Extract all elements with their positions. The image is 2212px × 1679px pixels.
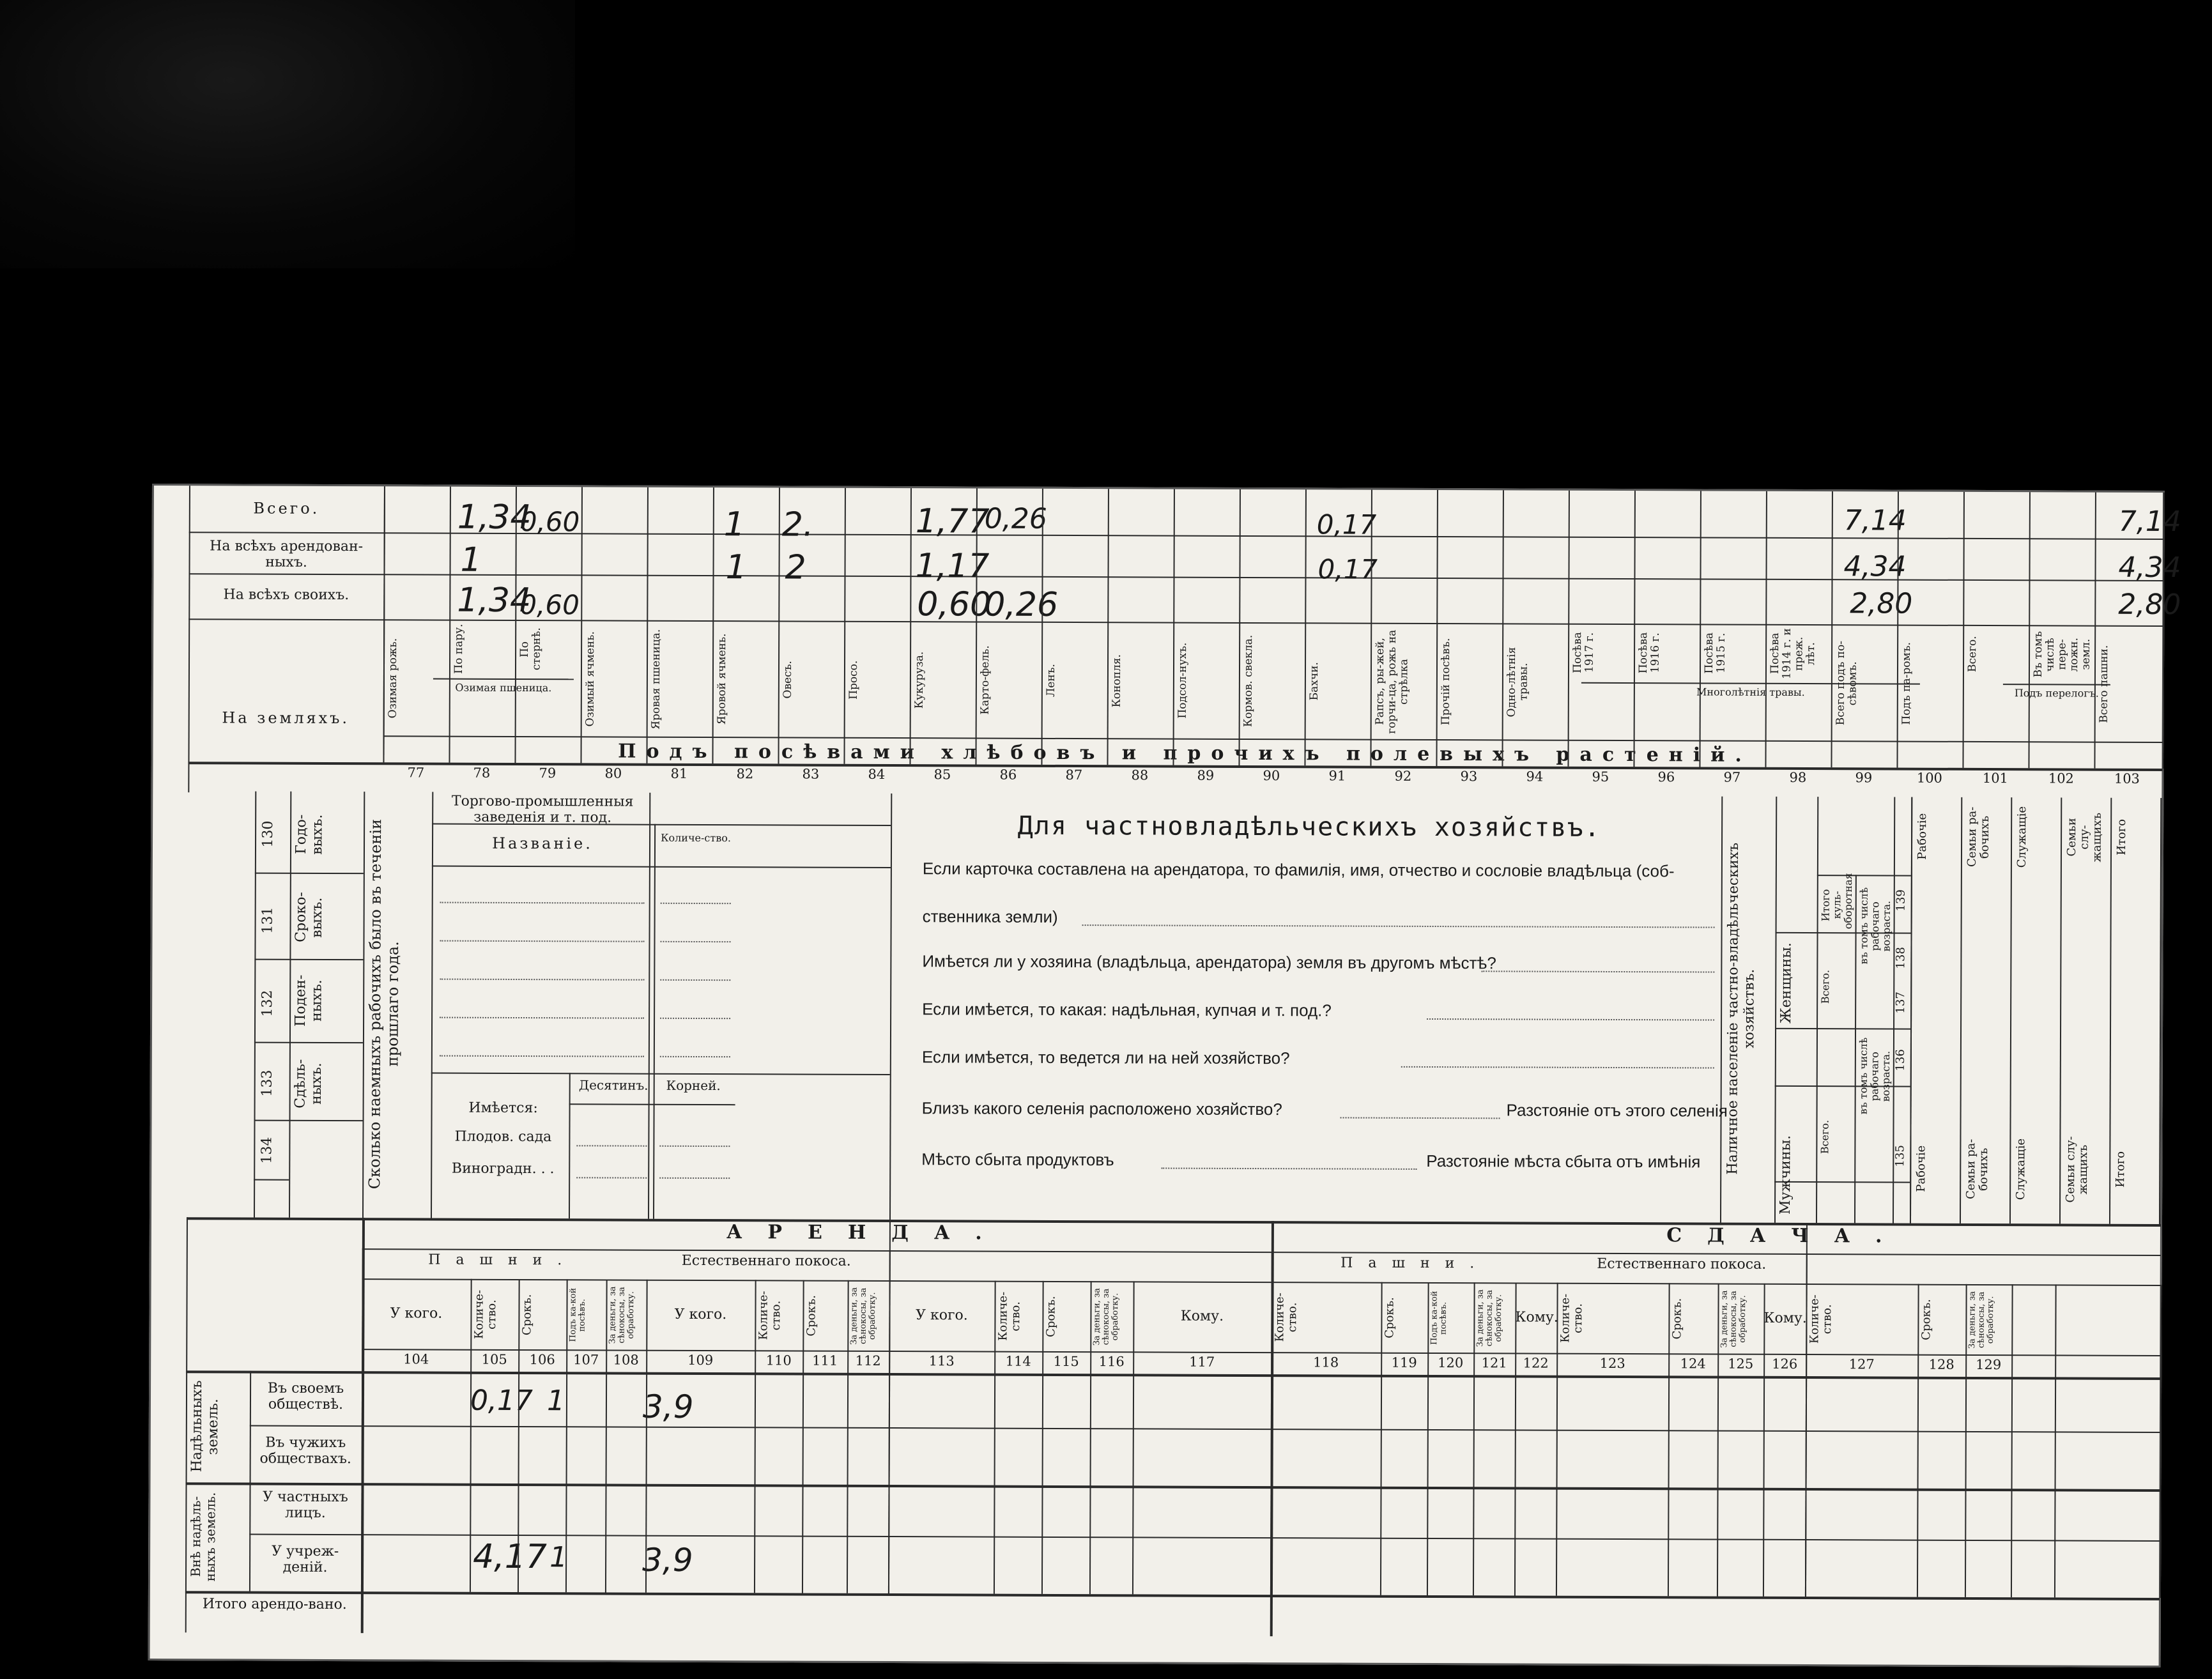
pop-col-bottom-4: Итого bbox=[2114, 1151, 2128, 1188]
annual-workers-label: Годо-выхъ. bbox=[293, 814, 326, 855]
bottom-header-118: Количе-ство. bbox=[1273, 1292, 1300, 1342]
hw-total-oats: 2. bbox=[781, 505, 814, 544]
bottom-vline bbox=[1427, 1282, 1429, 1595]
grid-vline bbox=[1567, 491, 1570, 767]
crop-header-17: Прочій посѣвъ. bbox=[1439, 638, 1453, 726]
hw-lease-inst-pay: 3,9 bbox=[642, 1541, 693, 1579]
bottom-header-117: Кому. bbox=[1180, 1308, 1224, 1324]
hw-lease-own-term: 1 bbox=[546, 1384, 565, 1418]
bottom-colnum-106: 106 bbox=[529, 1352, 555, 1368]
hw-lease-inst-term: 1 bbox=[549, 1541, 568, 1574]
bottom-vline bbox=[1917, 1284, 1919, 1597]
top-colnum-90: 90 bbox=[1263, 768, 1280, 784]
bottom-header-121: За деньги, за сѣнокосы, за обработку. bbox=[1475, 1289, 1504, 1347]
bottom-vline bbox=[1668, 1283, 1670, 1596]
top-colnum-82: 82 bbox=[736, 766, 754, 782]
piece-workers-label: Сдѣль-ныхъ. bbox=[292, 1059, 325, 1108]
crop-header-8: Просо. bbox=[847, 660, 861, 700]
bottom-colnum-128: 128 bbox=[1928, 1356, 1955, 1372]
hw-own-corn: 0,60 bbox=[917, 585, 992, 624]
grid-vline bbox=[1765, 491, 1767, 767]
grid-vline bbox=[1041, 489, 1043, 765]
non-allotment-lands-label: Внѣ надѣль-ныхъ земель. bbox=[188, 1492, 219, 1582]
bottom-colnum-108: 108 bbox=[613, 1352, 639, 1368]
hw-own-arable: 2,80 bbox=[2118, 588, 2181, 622]
grid-vline bbox=[1370, 490, 1372, 766]
col-134: 134 bbox=[259, 1137, 275, 1164]
bottom-header-112: За деньги, за сѣнокосы, за обработку. bbox=[849, 1287, 878, 1345]
bottom-vline bbox=[847, 1280, 849, 1593]
grid-vline bbox=[975, 489, 978, 765]
top-colnum-98: 98 bbox=[1789, 769, 1807, 786]
top-colnum-88: 88 bbox=[1131, 767, 1149, 783]
bottom-vline bbox=[994, 1281, 996, 1594]
bottom-colnum-104: 104 bbox=[403, 1351, 429, 1367]
fallow-subheader: Подъ перелогъ. bbox=[2003, 684, 2110, 699]
bottom-colnum-129: 129 bbox=[1976, 1356, 2002, 1373]
bottom-vline bbox=[802, 1280, 804, 1593]
crop-header-16: Рапсъ, ры-жей, горчи-ца, рожь на стрѣлка bbox=[1373, 629, 1411, 734]
top-colnum-96: 96 bbox=[1657, 769, 1675, 785]
grid-vline bbox=[2162, 493, 2165, 769]
pop-col-top-0: Рабочіе bbox=[1915, 813, 1930, 861]
crop-header-4: Озимый ячмень. bbox=[583, 631, 597, 727]
bottom-header-105: Количе-ство. bbox=[472, 1290, 499, 1340]
hw-own-potato: 0,26 bbox=[984, 585, 1059, 624]
pop-col-top-3: Семьи слу-жащихъ bbox=[2064, 812, 2104, 862]
bottom-header-127: Количе-ство. bbox=[1808, 1294, 1834, 1344]
bottom-colnum-112: 112 bbox=[855, 1353, 881, 1368]
bottom-colnum-119: 119 bbox=[1391, 1354, 1417, 1370]
bottom-colnum-109: 109 bbox=[687, 1352, 714, 1368]
hw-rented-sown: 4,34 bbox=[1843, 550, 1907, 583]
bottom-header-120: Подъ ка-кой посѣвъ. bbox=[1429, 1291, 1448, 1346]
population-title: Наличное населеніе частно-владѣльческихъ хозяйствъ. bbox=[1724, 842, 1758, 1175]
pop-col-bottom-2: Служащіе bbox=[2014, 1138, 2028, 1200]
crop-header-6: Яровой ячмень. bbox=[715, 633, 729, 725]
lease-arable-title: Пашни. bbox=[428, 1252, 578, 1269]
col-137: 137 bbox=[1894, 992, 1908, 1014]
trade-qty-header: Количе-ство. bbox=[661, 831, 732, 845]
bottom-vline bbox=[605, 1279, 608, 1592]
bottom-vline bbox=[1041, 1281, 1044, 1594]
hw-own-sown: 2,80 bbox=[1850, 587, 1913, 620]
hw-lease-own-qty: 0,17 bbox=[470, 1384, 534, 1418]
grid-vline bbox=[1896, 492, 1899, 768]
census-card bbox=[148, 484, 2181, 1667]
pop-col-bottom-1: Семьи ра-бочихъ bbox=[1964, 1138, 1991, 1200]
bottom-colnum-110: 110 bbox=[765, 1353, 792, 1368]
crop-header-11: Ленъ. bbox=[1044, 663, 1058, 697]
grid-vline bbox=[1172, 489, 1175, 765]
hw-total-sown: 7,14 bbox=[1843, 504, 1907, 537]
bottom-header-119: Срокъ. bbox=[1383, 1297, 1397, 1339]
grid-vline bbox=[1699, 491, 1701, 767]
grid-vline bbox=[843, 488, 846, 764]
trade-title: Торгово-промышленныя заведенія и т. под. bbox=[451, 793, 634, 826]
hw-lease-inst-qty: 4,17 bbox=[473, 1537, 548, 1577]
men-label: Мужчины. bbox=[1778, 1135, 1794, 1215]
top-colnum-80: 80 bbox=[604, 765, 622, 781]
pop-vline bbox=[2109, 798, 2112, 1224]
crop-header-13: Подсол-нухъ. bbox=[1176, 643, 1190, 719]
grid-vline bbox=[1304, 489, 1307, 765]
women-label: Женщины. bbox=[1778, 942, 1795, 1024]
bottom-header-122: Кому. bbox=[1515, 1309, 1558, 1326]
bottom-vline bbox=[2011, 1284, 2013, 1597]
bottom-colnum-114: 114 bbox=[1005, 1353, 1031, 1369]
grid-vline bbox=[2028, 492, 2031, 768]
grid-vline bbox=[712, 487, 714, 763]
crops-banner: Подъ посѣвами хлѣбовъ и прочихъ полевыхъ растеній. bbox=[618, 740, 1752, 767]
grid-vline bbox=[909, 488, 912, 764]
bottom-vline bbox=[1965, 1284, 1967, 1597]
top-colnum-87: 87 bbox=[1065, 767, 1083, 783]
top-colnum-97: 97 bbox=[1723, 769, 1741, 785]
bottom-header-108: За деньги, за сѣнокосы, за обработку. bbox=[608, 1286, 636, 1344]
hw-rented-arable: 4,34 bbox=[2118, 551, 2181, 585]
hw-rented-melons: 0,17 bbox=[1317, 553, 1378, 585]
bottom-header-115: Срокъ. bbox=[1044, 1296, 1058, 1338]
top-colnum-85: 85 bbox=[933, 767, 951, 783]
dessiatin-header: Десятинъ. bbox=[578, 1077, 649, 1093]
bottom-header-106: Срокъ. bbox=[520, 1294, 534, 1336]
trade-name-header: Названіе. bbox=[492, 834, 593, 853]
bottom-colnum-111: 111 bbox=[812, 1353, 838, 1368]
hw-total-melons: 0,17 bbox=[1316, 509, 1377, 540]
pop-vline bbox=[2059, 797, 2062, 1223]
private-q2: Имѣется ли у хозяина (владѣльца, арендатора) земля въ другомъ мѣстѣ? bbox=[922, 951, 1496, 973]
bottom-header-123: Количе-ство. bbox=[1558, 1294, 1585, 1344]
hw-total-rye: 1,34 bbox=[457, 498, 532, 537]
top-colnum-83: 83 bbox=[802, 766, 820, 782]
row-own-community: Въ своемъ обществѣ. bbox=[267, 1380, 344, 1413]
lease-title: АРЕНДА. bbox=[726, 1221, 1008, 1245]
women-working-label: въ томъ числѣ рабочаго возраста. bbox=[1857, 887, 1893, 965]
top-colnum-84: 84 bbox=[868, 766, 886, 783]
private-q6b: Разстояніе мѣста сбыта отъ имѣнія bbox=[1426, 1151, 1701, 1172]
pop-col-bottom-3: Семьи слу-жащихъ bbox=[2064, 1136, 2091, 1203]
bottom-colnum-122: 122 bbox=[1523, 1355, 1549, 1371]
crop-header-22: Посѣва 1914 г. и преж. лѣт. bbox=[1768, 628, 1818, 679]
crop-header-25: Всего. bbox=[1965, 636, 1979, 673]
hw-own-fallow-wheat: 0,60 bbox=[519, 589, 580, 621]
hw-own-rye: 1,34 bbox=[457, 581, 532, 620]
pop-vline bbox=[2009, 797, 2012, 1223]
grid-vline bbox=[2094, 493, 2096, 769]
men-working-label: въ томъ числѣ рабочаго возраста. bbox=[1857, 1038, 1893, 1115]
grid-vline bbox=[1633, 491, 1636, 767]
top-colnum-92: 92 bbox=[1394, 768, 1412, 784]
pop-col-top-4: Итого bbox=[2114, 819, 2129, 856]
hw-rented-corn: 1,17 bbox=[915, 547, 990, 586]
bottom-header-111: Срокъ. bbox=[804, 1295, 818, 1337]
grid-vline bbox=[1107, 489, 1109, 765]
top-colnum-103: 103 bbox=[2114, 770, 2140, 786]
term-workers-label: Сроко-выхъ. bbox=[293, 892, 326, 943]
bottom-colnum-124: 124 bbox=[1680, 1356, 1706, 1372]
bottom-colnum-121: 121 bbox=[1481, 1355, 1507, 1371]
row-lands-label: На земляхъ. bbox=[222, 709, 350, 728]
men-total-label: Всего. bbox=[1818, 1119, 1831, 1154]
top-colnum-93: 93 bbox=[1460, 769, 1478, 785]
top-colnum-102: 102 bbox=[2048, 770, 2074, 786]
top-colnum-101: 101 bbox=[1982, 770, 2008, 786]
bottom-colnum-107: 107 bbox=[573, 1352, 599, 1368]
bottom-header-126: Кому. bbox=[1763, 1310, 1807, 1327]
crop-header-19: Посѣва 1917 г. bbox=[1571, 632, 1596, 674]
top-colnum-86: 86 bbox=[999, 767, 1017, 783]
private-q1b: ственника земли) bbox=[922, 907, 1058, 926]
row-rented-label: На всѣхъ арендован-ныхъ. bbox=[210, 538, 364, 571]
col-131: 131 bbox=[259, 907, 276, 934]
bottom-colnum-126: 126 bbox=[1772, 1356, 1798, 1372]
sublease-title: СДАЧА. bbox=[1666, 1224, 1908, 1248]
bottom-vline bbox=[1805, 1223, 1808, 1597]
bottom-colnum-127: 127 bbox=[1848, 1356, 1875, 1372]
private-q5b: Разстояніе отъ этого селенія bbox=[1506, 1100, 1728, 1121]
bottom-colnum-116: 116 bbox=[1098, 1354, 1125, 1370]
crop-header-10: Карто-фель. bbox=[978, 645, 992, 715]
bottom-vline bbox=[1473, 1282, 1475, 1595]
bottom-vline bbox=[1132, 1281, 1135, 1594]
perennial-grass-subheader: Многолѣтнія травы. bbox=[1581, 682, 1920, 698]
bottom-colnum-105: 105 bbox=[481, 1351, 507, 1367]
top-colnum-99: 99 bbox=[1855, 770, 1873, 786]
bottom-header-124: Срокъ. bbox=[1670, 1298, 1684, 1340]
top-colnum-89: 89 bbox=[1197, 767, 1215, 783]
total-workers-label: Итого куль-оборотная bbox=[1819, 873, 1855, 930]
private-q3: Если имѣется, то какая: надѣльная, купчая и т. под.? bbox=[922, 999, 1332, 1020]
top-colnum-77: 77 bbox=[407, 765, 425, 781]
hw-total-barley: 1 bbox=[723, 505, 745, 544]
has-label: Имѣется: bbox=[468, 1100, 538, 1117]
bottom-colnum-123: 123 bbox=[1599, 1355, 1625, 1372]
scan-background-noise bbox=[0, 0, 575, 268]
bottom-vline bbox=[470, 1279, 472, 1592]
col-135: 135 bbox=[1893, 1145, 1907, 1167]
bottom-header-109: У кого. bbox=[674, 1306, 727, 1323]
col-133: 133 bbox=[259, 1070, 275, 1097]
private-q1: Если карточка составлена на арендатора, то фамилія, имя, отчество и сословіе владѣльца (соб- bbox=[922, 859, 1675, 881]
crop-header-2: По пару. bbox=[452, 624, 466, 674]
orchard-label: Плодов. сада bbox=[454, 1128, 552, 1146]
winter-wheat-subheader: Озимая пшеница. bbox=[433, 678, 574, 694]
crop-header-12: Конопля. bbox=[1110, 654, 1124, 707]
row-institutions: У учреж-деній. bbox=[272, 1543, 339, 1576]
crop-header-9: Кукуруза. bbox=[912, 651, 926, 709]
hw-rented-rye: 1 bbox=[460, 540, 482, 579]
top-colnum-78: 78 bbox=[473, 765, 491, 781]
grid-vline bbox=[383, 486, 385, 762]
pop-col-top-1: Семьи ра-бочихъ bbox=[1965, 806, 1992, 868]
bottom-header-116: За деньги, за сѣнокосы, за обработку. bbox=[1092, 1288, 1121, 1346]
private-box-title: Для частновладѣльческихъ хозяйствъ. bbox=[1017, 811, 1601, 843]
col-138: 138 bbox=[1894, 947, 1908, 969]
crop-header-14: Кормов. свекла. bbox=[1241, 634, 1256, 728]
crop-header-27: Всего пашни. bbox=[2097, 645, 2111, 723]
bottom-header-104: У кого. bbox=[390, 1305, 443, 1322]
private-q6a: Мѣсто сбыта продуктовъ bbox=[921, 1149, 1114, 1170]
hw-total-corn: 1,77 bbox=[915, 502, 990, 541]
bottom-vline bbox=[1717, 1284, 1719, 1597]
vineyard-label: Виноградн. . . bbox=[451, 1160, 555, 1177]
bottom-header-128: Срокъ. bbox=[1919, 1299, 1933, 1341]
sublease-arable-title: Пашни. bbox=[1340, 1255, 1490, 1272]
grid-vline bbox=[778, 487, 780, 763]
bottom-vline bbox=[1089, 1281, 1092, 1594]
pop-vline bbox=[2159, 798, 2162, 1224]
bottom-header-107: Подъ ка-кой посѣвъ. bbox=[568, 1288, 587, 1342]
hw-lease-own-pay: 3,9 bbox=[642, 1388, 694, 1425]
women-total-label: Всего. bbox=[1819, 969, 1832, 1004]
hw-total-fallow-wheat: 0,60 bbox=[519, 506, 580, 538]
col-139: 139 bbox=[1894, 889, 1908, 912]
bottom-vline bbox=[888, 1220, 891, 1593]
bottom-colnum-115: 115 bbox=[1053, 1353, 1079, 1370]
grid-vline bbox=[1238, 489, 1241, 765]
col-136: 136 bbox=[1893, 1049, 1907, 1071]
top-colnum-95: 95 bbox=[1592, 769, 1609, 785]
bottom-vline bbox=[2160, 1285, 2162, 1598]
bottom-vline bbox=[1556, 1283, 1558, 1596]
bottom-vline bbox=[754, 1280, 757, 1593]
crop-header-20: Посѣва 1916 г. bbox=[1636, 632, 1662, 674]
crop-header-26: Въ томъ числѣ пере-ложн. земл. bbox=[2031, 631, 2093, 678]
grid-vline bbox=[1436, 490, 1438, 766]
hw-rented-barley: 1 bbox=[725, 548, 747, 587]
col-132: 132 bbox=[259, 990, 276, 1017]
pop-col-top-2: Служащіе bbox=[2015, 806, 2029, 868]
row-total-leased: Итого арендо-вано. bbox=[202, 1596, 347, 1613]
grid-vline bbox=[514, 487, 517, 763]
row-other-communities: Въ чужихъ обществахъ. bbox=[259, 1434, 351, 1468]
row-private-persons: У частныхъ лицъ. bbox=[263, 1489, 348, 1522]
top-colnum-100: 100 bbox=[1916, 770, 1942, 786]
bottom-vline bbox=[1514, 1282, 1517, 1595]
top-colnum-81: 81 bbox=[670, 765, 688, 781]
bottom-header-114: Количе-ство. bbox=[996, 1292, 1023, 1342]
grid-vline bbox=[1831, 491, 1833, 767]
col-130: 130 bbox=[260, 820, 277, 848]
crop-header-21: Посѣва 1915 г. bbox=[1702, 632, 1728, 674]
bottom-header-110: Количе-ство. bbox=[757, 1291, 783, 1340]
bottom-header-125: За деньги, за сѣнокосы, за обработку. bbox=[1719, 1290, 1748, 1348]
pop-col-bottom-0: Рабочіе bbox=[1914, 1146, 1928, 1193]
crop-header-23: Всего подъ по-сѣвомъ. bbox=[1834, 641, 1859, 726]
bottom-header-129: За деньги, за сѣнокосы, за обработку. bbox=[1967, 1291, 1996, 1349]
bottom-vline bbox=[1380, 1282, 1383, 1595]
top-colnum-91: 91 bbox=[1328, 768, 1346, 784]
crop-header-7: Овесъ. bbox=[781, 660, 795, 699]
grid-vline bbox=[580, 487, 583, 763]
hw-rented-oats: 2 bbox=[785, 548, 806, 587]
day-workers-label: Поден-ныхъ. bbox=[293, 974, 325, 1027]
crop-header-18: Одно-лѣтнія травы. bbox=[1505, 647, 1530, 717]
bottom-colnum-113: 113 bbox=[928, 1353, 955, 1369]
roots-header: Корней. bbox=[666, 1077, 721, 1094]
bottom-vline bbox=[1763, 1284, 1765, 1597]
grid-vline bbox=[646, 487, 649, 763]
bottom-header-113: У кого. bbox=[916, 1307, 968, 1324]
crop-header-15: Бахчи. bbox=[1307, 662, 1321, 701]
top-colnum-79: 79 bbox=[539, 765, 557, 781]
bottom-colnum-117: 117 bbox=[1189, 1354, 1215, 1370]
private-q4: Если имѣется, то ведется ли на ней хозяйство? bbox=[921, 1047, 1290, 1068]
crop-header-5: Яровая пшеница. bbox=[649, 629, 663, 730]
crop-header-1: Озимая рожь. bbox=[386, 638, 400, 719]
crop-header-24: Подъ па-ромъ. bbox=[1900, 641, 1914, 725]
pop-vline bbox=[1960, 797, 1962, 1223]
crop-header-3: По стернѣ. bbox=[518, 627, 543, 671]
grid-vline bbox=[1502, 490, 1504, 766]
hw-total-arable: 7,14 bbox=[2118, 505, 2181, 539]
bottom-colnum-118: 118 bbox=[1313, 1354, 1339, 1370]
grid-vline bbox=[449, 487, 451, 763]
hw-total-potato: 0,26 bbox=[984, 502, 1047, 535]
bottom-colnum-125: 125 bbox=[1728, 1356, 1754, 1372]
lease-hay-title: Естественнаго покоса. bbox=[681, 1252, 851, 1269]
top-colnum-94: 94 bbox=[1526, 769, 1544, 785]
allotment-lands-label: Надѣльныхъ земель. bbox=[188, 1380, 222, 1473]
sublease-hay-title: Естественнаго покоса. bbox=[1597, 1255, 1767, 1273]
private-q5a: Близъ какого селенія расположено хозяйство? bbox=[921, 1098, 1282, 1119]
bottom-colnum-120: 120 bbox=[1438, 1355, 1464, 1371]
row-total-label: Всего. bbox=[253, 499, 320, 518]
grid-vline bbox=[1962, 492, 1965, 768]
hired-workers-title: Сколько наемныхъ рабочихъ было въ теченіи прошлаго года. bbox=[365, 818, 403, 1189]
pop-vline bbox=[1910, 797, 1912, 1223]
bottom-vline bbox=[2054, 1284, 2057, 1597]
row-own-label: На всѣхъ своихъ. bbox=[223, 586, 349, 604]
